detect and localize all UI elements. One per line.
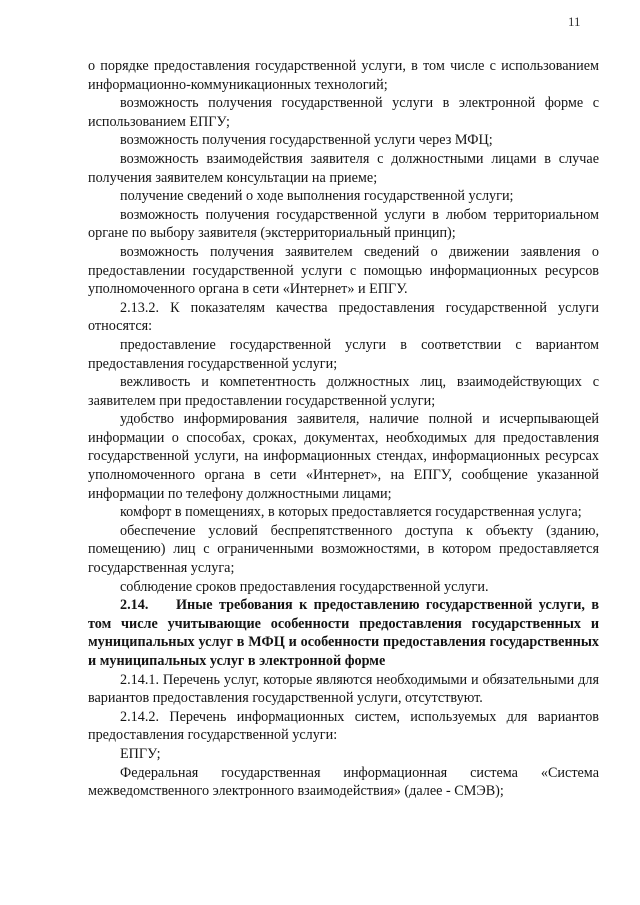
paragraph: удобство информирования заявителя, наличие полной и исчерпывающей информации о способах, сроках, документах, необходимых для предоставления государственной услуги, на информационных стендах, информационных ресурсах уполномоченного органа в сети «Интернет», на ЕПГУ, сообщение указанной информации по телефону должностными лицами;: [88, 411, 599, 502]
paragraph: 2.14.2. Перечень информационных систем, используемых для вариантов предоставления государственной услуги:: [88, 708, 599, 744]
page-number: 11: [568, 14, 581, 29]
paragraph: Федеральная государственная информационная система «Система межведомственного электронного взаимодействия» (далее - СМЭВ);: [88, 764, 599, 800]
paragraph: возможность получения государственной услуги в электронной форме с использованием ЕПГУ;: [88, 95, 599, 130]
paragraph: получение сведений о ходе выполнения государственной услуги;: [120, 188, 514, 205]
paragraph: вежливость и компетентность должностных лиц, взаимодействующих с заявителем при предоставлении государственной услуги;: [88, 374, 599, 409]
section-heading: [88, 596, 599, 670]
paragraph: возможность получения заявителем сведений о движении заявления о предоставлении государственной услуги с помощью информационных ресурсов уполномоченного органа в сети «Интернет» и ЕПГУ.: [88, 243, 599, 298]
paragraph: возможность получения государственной услуги в любом территориальном органе по выбору заявителя (экстерриториальный принцип);: [88, 206, 599, 242]
document-body: [88, 57, 599, 801]
paragraph: возможность получения государственной услуги через МФЦ;: [120, 132, 493, 149]
paragraph: о порядке предоставления государственной услуги, в том числе с использованием информационно-коммуникационных технологий;: [88, 58, 599, 93]
paragraph: 2.14.1. Перечень услуг, которые являются необходимыми и обязательными для вариантов предоставления государственной услуги, отсутствуют.: [88, 671, 599, 707]
paragraph: ЕПГУ;: [120, 745, 161, 762]
paragraph: соблюдение сроков предоставления государственной услуги.: [120, 578, 489, 595]
section-number: 2.14.: [120, 597, 149, 614]
paragraph: предоставление государственной услуги в соответствии с вариантом предоставления государственной услуги;: [88, 336, 599, 372]
paragraph: комфорт в помещениях, в которых предоставляется государственная услуга;: [120, 504, 582, 521]
section-title: Иные требования к предоставлению государственной услуги, в том числе учитывающие особенности предоставления государственных и муниципальных услуг в МФЦ и особенности предоставления государственных и муниципальных услуг в электронной форме: [88, 597, 599, 669]
paragraph: 2.13.2. К показателям качества предоставления государственной услуги относятся:: [88, 299, 599, 335]
paragraph: обеспечение условий беспрепятственного доступа к объекту (зданию, помещению) лиц с ограниченными возможностями, в котором предоставляется государственная услуга;: [88, 522, 599, 577]
paragraph: возможность взаимодействия заявителя с должностными лицами в случае получения заявителем консультации на приеме;: [88, 150, 599, 186]
